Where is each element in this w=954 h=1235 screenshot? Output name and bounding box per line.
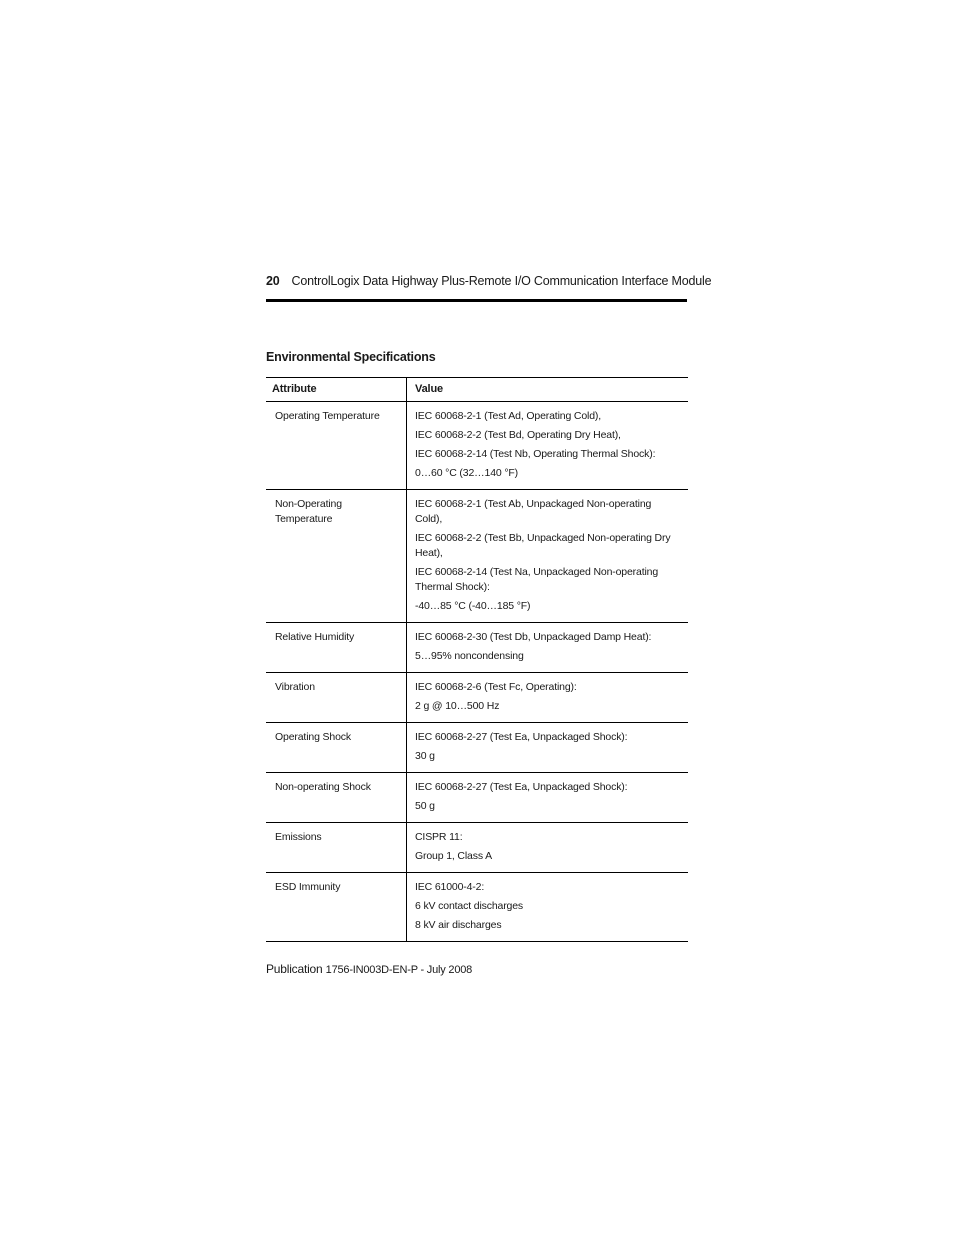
value-line: 6 kV contact discharges [415, 900, 524, 912]
table-row [266, 773, 688, 823]
environmental-specs-table [266, 377, 688, 942]
value-cell [407, 673, 689, 723]
value-line: IEC 60068-2-14 (Test Na, Unpackaged Non-operating Thermal Shock): [415, 566, 659, 593]
attribute-cell: ESD Immunity [266, 873, 407, 942]
table-row [266, 490, 688, 623]
value-line: IEC 60068-2-1 (Test Ab, Unpackaged Non-operating Cold), [415, 498, 652, 525]
value-line: 5…95% noncondensing [415, 650, 524, 662]
value-line: 50 g [415, 800, 435, 812]
value-line: IEC 60068-2-27 (Test Ea, Unpackaged Shock): [415, 731, 628, 743]
table-header-row [266, 378, 688, 402]
attribute-cell: Operating Shock [266, 723, 407, 773]
value-cell [407, 490, 689, 623]
attribute-cell: Operating Temperature [266, 402, 407, 490]
attribute-cell: Vibration [266, 673, 407, 723]
table-row [266, 402, 688, 490]
value-line: IEC 60068-2-2 (Test Bd, Operating Dry Heat), [415, 429, 621, 441]
value-line: IEC 60068-2-27 (Test Ea, Unpackaged Shock): [415, 781, 628, 793]
value-cell [407, 873, 689, 942]
table-row [266, 873, 688, 942]
value-cell [407, 723, 689, 773]
value-line: 30 g [415, 750, 435, 762]
table-row [266, 723, 688, 773]
page-footer [266, 962, 472, 976]
column-header-attribute: Attribute [266, 378, 407, 402]
value-line: 8 kV air discharges [415, 919, 502, 931]
value-line: IEC 60068-2-2 (Test Bb, Unpackaged Non-operating Dry Heat), [415, 532, 671, 559]
value-line: 2 g @ 10…500 Hz [415, 700, 500, 712]
page-header [266, 274, 712, 302]
page-number: 20 [266, 274, 280, 288]
value-line: CISPR 11: [415, 831, 463, 843]
column-header-value: Value [407, 378, 689, 402]
value-cell [407, 823, 689, 873]
value-cell [407, 623, 689, 673]
table-body [266, 402, 688, 942]
value-line: IEC 60068-2-6 (Test Fc, Operating): [415, 681, 577, 693]
running-title: ControlLogix Data Highway Plus-Remote I/O Communication Interface Module [291, 274, 712, 288]
table-row [266, 623, 688, 673]
value-line: IEC 61000-4-2: [415, 881, 485, 893]
value-line: 0…60 °C (32…140 °F) [415, 467, 519, 479]
value-cell [407, 773, 689, 823]
section-title: Environmental Specifications [266, 350, 436, 364]
value-line: IEC 60068-2-14 (Test Nb, Operating Thermal Shock): [415, 448, 656, 460]
publication-id: 1756-IN003D-EN-P - July 2008 [325, 964, 473, 976]
attribute-cell: Non-operating Shock [266, 773, 407, 823]
value-line: IEC 60068-2-30 (Test Db, Unpackaged Damp Heat): [415, 631, 652, 643]
attribute-cell: Relative Humidity [266, 623, 407, 673]
value-cell [407, 402, 689, 490]
publication-label: Publication [266, 962, 323, 976]
table-row [266, 823, 688, 873]
value-line: Group 1, Class A [415, 850, 492, 862]
attribute-cell: Non-Operating Temperature [266, 490, 407, 623]
value-line: -40…85 °C (-40…185 °F) [415, 600, 531, 612]
attribute-cell: Emissions [266, 823, 407, 873]
table-row [266, 673, 688, 723]
value-line: IEC 60068-2-1 (Test Ad, Operating Cold), [415, 410, 602, 422]
